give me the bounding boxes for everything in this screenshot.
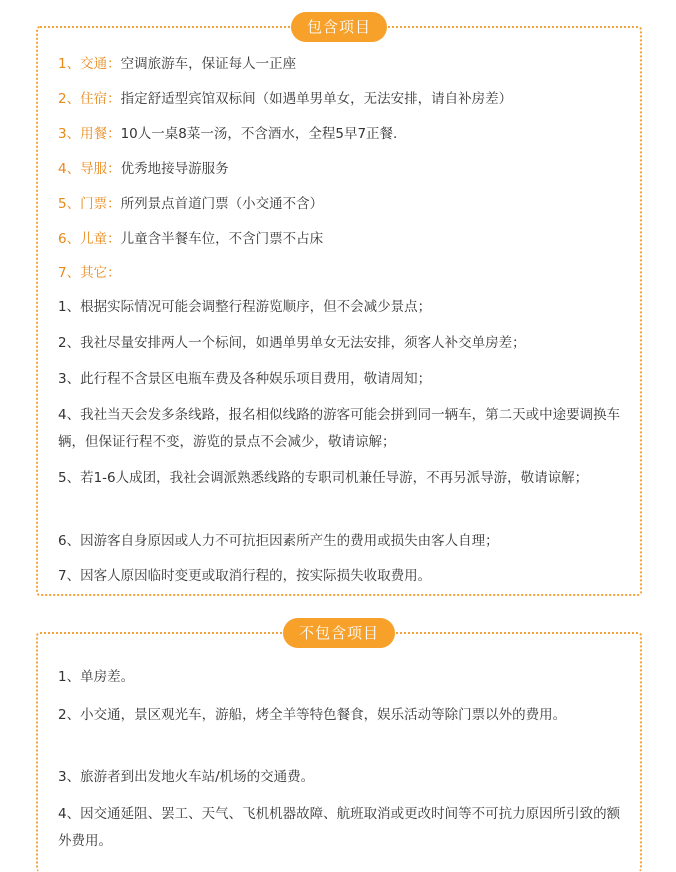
included-item-meals: [58, 121, 622, 148]
note-item: 6、因游客自身原因或人力不可抗拒因素所产生的费用或损失由客人自理；: [58, 533, 499, 549]
item-text: 10人一桌8菜一汤，不含酒水，全程5早7正餐.: [120, 126, 398, 142]
item-text: 指定舒适型宾馆双标间（如遇单男单女，无法安排，请自补房差）: [120, 91, 513, 107]
note-item: 2、我社尽量安排两人一个标间，如遇单男单女无法安排，须客人补交单房差；: [58, 335, 526, 351]
note-item: 5、若1-6人成团，我社会调派熟悉线路的专职司机兼任导游，不再另派导游，敬请谅解；: [58, 470, 589, 486]
excluded-item: 1、单房差。: [58, 669, 135, 685]
included-section: [36, 18, 642, 596]
included-item-guide: [58, 156, 622, 183]
item-label: 5、门票：: [58, 196, 121, 212]
included-item-children: [58, 226, 622, 253]
included-title: 包含项目: [291, 12, 387, 42]
included-item-other: [58, 260, 622, 287]
excluded-section: [36, 624, 642, 872]
item-text: 所列景点首道门票（小交通不含）: [120, 196, 324, 212]
included-item-tickets: [58, 191, 622, 218]
note-item: 1、根据实际情况可能会调整行程游览顺序，但不会减少景点；: [58, 299, 432, 315]
excluded-title: 不包含项目: [283, 618, 395, 648]
excluded-item: 2、小交通，景区观光车，游船，烤全羊等特色餐食，娱乐活动等除门票以外的费用。: [58, 707, 567, 723]
item-label: 1、交通：: [58, 56, 121, 72]
item-label: 2、住宿：: [58, 91, 121, 107]
item-label: 4、导服：: [58, 161, 121, 177]
note-item: 4、我社当天会发多条线路，报名相似线路的游客可能会拼到同一辆车，第二天或中途要调换车辆，但保证行程不变，游览的景点不会减少，敬请谅解；: [58, 407, 621, 450]
note-item: 3、此行程不含景区电瓶车费及各种娱乐项目费用，敬请周知；: [58, 371, 432, 387]
item-label: 6、儿童：: [58, 231, 121, 247]
item-text: 优秀地接导游服务: [120, 161, 229, 177]
excluded-item: 4、因交通延阻、罢工、天气、飞机机器故障、航班取消或更改时间等不可抗力原因所引致的额外费用。: [58, 806, 621, 849]
item-label: 3、用餐：: [58, 126, 121, 142]
item-text: 空调旅游车，保证每人一正座: [120, 56, 297, 72]
included-item-transport: [58, 51, 622, 78]
item-label: 7、其它：: [58, 265, 121, 281]
item-text: 儿童含半餐车位，不含门票不占床: [120, 231, 324, 247]
excluded-item: 3、旅游者到出发地火车站/机场的交通费。: [58, 769, 315, 785]
included-item-lodging: [58, 86, 622, 113]
note-item: 7、因客人原因临时变更或取消行程的，按实际损失收取费用。: [58, 568, 432, 584]
